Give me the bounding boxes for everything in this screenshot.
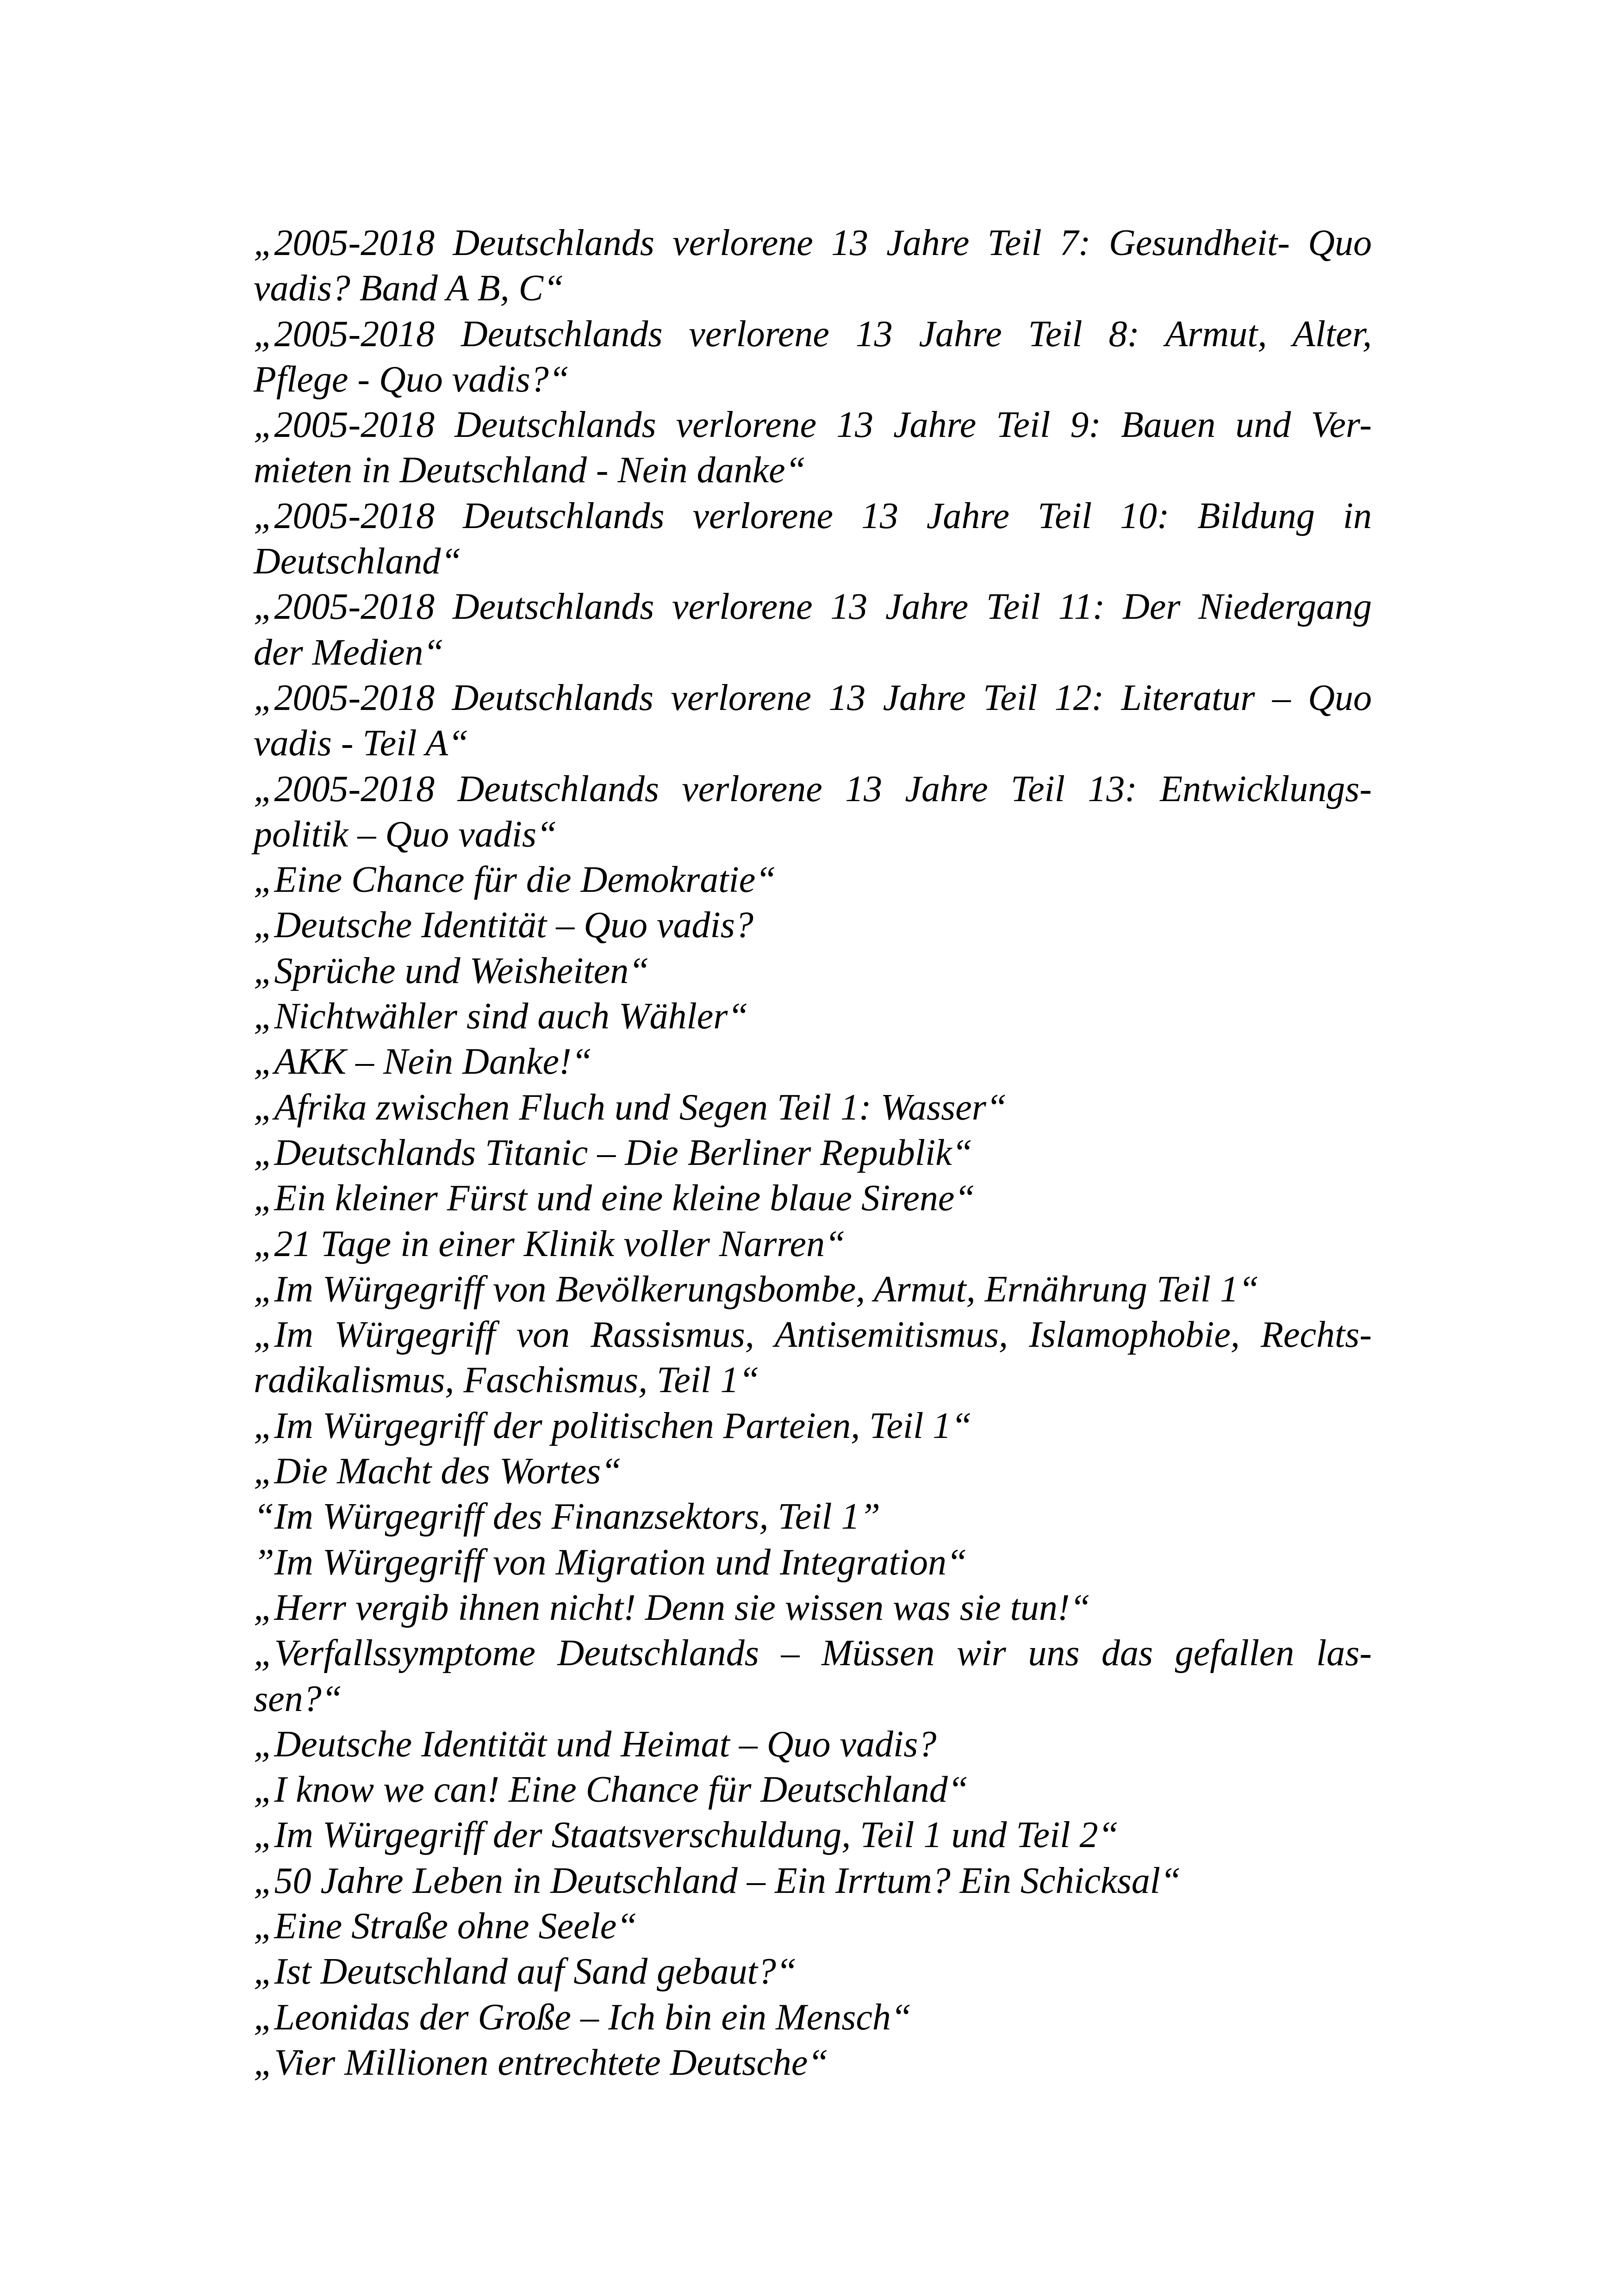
book-title-line: ”Im Würgegriff von Migration und Integration“ (254, 1542, 967, 1583)
book-title-entry (254, 1904, 1372, 1949)
book-title-entry (254, 675, 1372, 766)
book-title-line: „Ist Deutschland auf Sand gebaut?“ (254, 1951, 797, 1992)
book-title-line: „2005-2018 Deutschlands verlorene 13 Jahre Teil 13: Entwicklungs- (254, 768, 1372, 809)
book-title-line: „2005-2018 Deutschlands verlorene 13 Jahre Teil 11: Der Niedergang (254, 586, 1372, 628)
book-title-entry (254, 1312, 1372, 1403)
book-title-entry (254, 402, 1372, 493)
book-title-entry (254, 220, 1372, 311)
book-title-entry (254, 1130, 1372, 1176)
book-title-entry (254, 1858, 1372, 1904)
book-title-entry (254, 1039, 1372, 1084)
book-title-line: „Deutsche Identität – Quo vadis? (254, 905, 753, 946)
book-title-line: „Verfallssymptome Deutschlands – Müssen wir uns das gefallen las- (254, 1633, 1372, 1674)
book-title-line: vadis - Teil A“ (254, 723, 469, 764)
book-title-line: der Medien“ (254, 632, 444, 673)
book-title-entry (254, 948, 1372, 994)
book-title-entry (254, 902, 1372, 948)
book-title-list (254, 220, 1372, 2085)
book-title-line: mieten in Deutschland - Nein danke“ (254, 450, 806, 491)
book-title-line: „Deutschlands Titanic – Die Berliner Republik“ (254, 1132, 973, 1173)
book-title-entry (254, 857, 1372, 902)
book-title-line: „Nichtwähler sind auch Wähler“ (254, 996, 748, 1037)
book-title-line: Deutschland“ (254, 541, 461, 582)
book-title-line: „2005-2018 Deutschlands verlorene 13 Jahre Teil 10: Bildung in (254, 495, 1372, 536)
book-title-line: „Afrika zwischen Fluch und Segen Teil 1: Wasser“ (254, 1087, 1007, 1128)
book-title-line: „Vier Millionen entrechtete Deutsche“ (254, 2042, 828, 2083)
book-title-entry (254, 1812, 1372, 1858)
book-title-line: „Deutsche Identität und Heimat – Quo vadis? (254, 1724, 937, 1765)
book-title-line: vadis? Band A B, C“ (254, 268, 564, 309)
book-title-entry (254, 2040, 1372, 2085)
book-title-entry (254, 1176, 1372, 1221)
book-title-line: „Im Würgegriff von Rassismus, Antisemitismus, Islamophobie, Rechts- (254, 1314, 1372, 1356)
book-title-line: „Die Macht des Wortes“ (254, 1451, 622, 1492)
book-title-entry (254, 1085, 1372, 1130)
book-title-line: “Im Würgegriff des Finanzsektors, Teil 1” (254, 1496, 881, 1537)
book-title-entry (254, 584, 1372, 675)
book-title-line: „I know we can! Eine Chance für Deutschland“ (254, 1769, 969, 1811)
book-title-line: sen?“ (254, 1678, 342, 1719)
book-title-line: „Im Würgegriff der Staatsverschuldung, Teil 1 und Teil 2“ (254, 1815, 1119, 1856)
book-title-line: radikalismus, Faschismus, Teil 1“ (254, 1360, 759, 1401)
book-title-entry (254, 1585, 1372, 1630)
book-title-line: „2005-2018 Deutschlands verlorene 13 Jahre Teil 12: Literatur – Quo (254, 677, 1372, 718)
book-title-entry (254, 994, 1372, 1039)
book-title-line: „Leonidas der Große – Ich bin ein Mensch“ (254, 1997, 912, 2038)
book-title-line: „50 Jahre Leben in Deutschland – Ein Irrtum? Ein Schicksal“ (254, 1860, 1181, 1901)
book-title-line: „21 Tage in einer Klinik voller Narren“ (254, 1223, 846, 1264)
book-title-entry (254, 1540, 1372, 1585)
book-title-line: „2005-2018 Deutschlands verlorene 13 Jahre Teil 8: Armut, Alter, (254, 313, 1372, 355)
book-title-entry (254, 1767, 1372, 1812)
book-title-entry (254, 493, 1372, 585)
book-title-line: „Eine Straße ohne Seele“ (254, 1905, 637, 1947)
book-title-entry (254, 1722, 1372, 1767)
book-title-line: „2005-2018 Deutschlands verlorene 13 Jahre Teil 9: Bauen und Ver- (254, 404, 1372, 446)
book-title-line: Pflege - Quo vadis?“ (254, 359, 570, 400)
book-title-entry (254, 1403, 1372, 1449)
book-title-line: „Ein kleiner Fürst und eine kleine blaue Sirene“ (254, 1178, 975, 1219)
book-title-entry (254, 1949, 1372, 1994)
book-title-line: „Eine Chance für die Demokratie“ (254, 859, 776, 901)
book-title-line: „Sprüche und Weisheiten“ (254, 950, 649, 991)
book-title-line: politik – Quo vadis“ (254, 814, 557, 855)
book-title-entry (254, 1449, 1372, 1494)
book-title-entry (254, 1221, 1372, 1267)
book-title-entry (254, 766, 1372, 858)
book-title-line: „2005-2018 Deutschlands verlorene 13 Jahre Teil 7: Gesundheit- Quo (254, 223, 1372, 263)
book-title-line: „AKK – Nein Danke!“ (254, 1041, 592, 1083)
book-title-entry (254, 311, 1372, 403)
book-title-entry (254, 1995, 1372, 2040)
book-title-line: „Im Würgegriff von Bevölkerungsbombe, Armut, Ernährung Teil 1“ (254, 1269, 1259, 1310)
book-title-entry (254, 1494, 1372, 1539)
book-title-line: „Herr vergib ihnen nicht! Denn sie wissen was sie tun!“ (254, 1587, 1091, 1628)
book-title-entry (254, 1267, 1372, 1312)
book-title-entry (254, 1630, 1372, 1722)
book-title-line: „Im Würgegriff der politischen Parteien, Teil 1“ (254, 1405, 972, 1446)
